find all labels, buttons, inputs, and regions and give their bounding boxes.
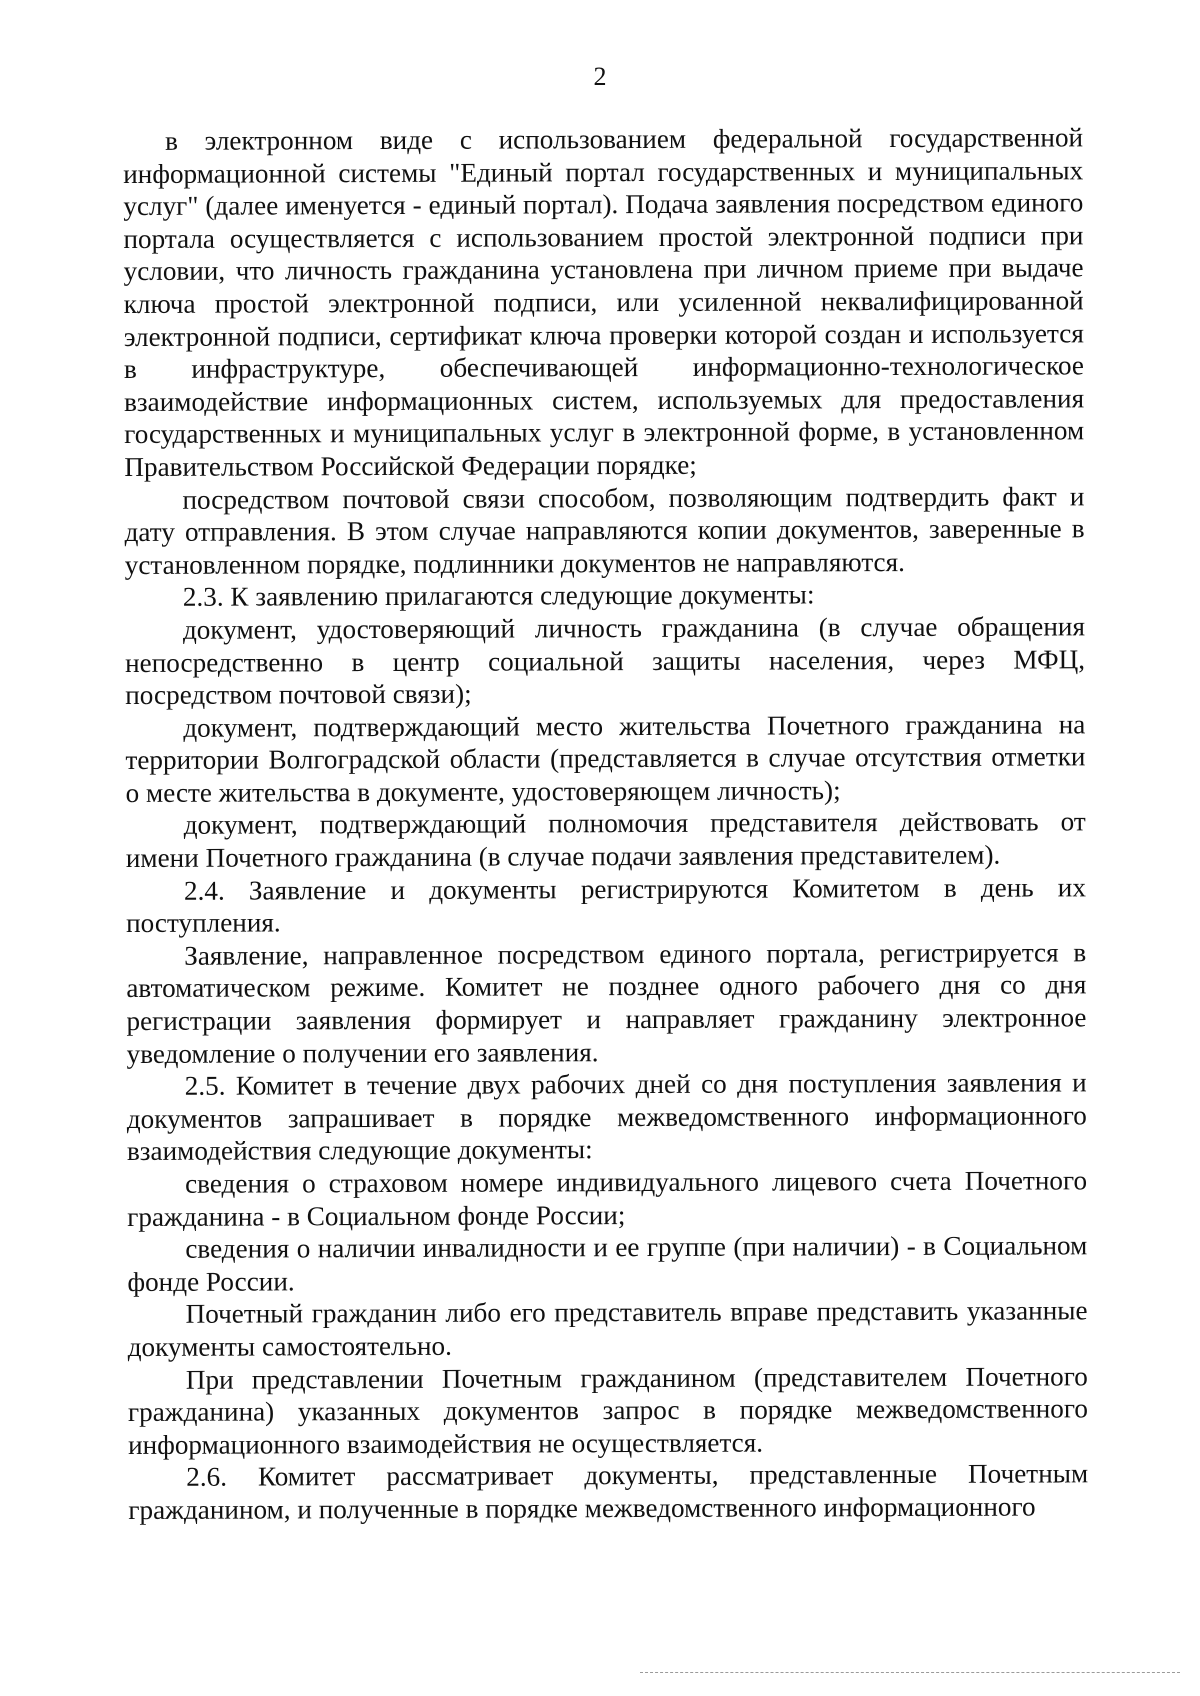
body-text	[123, 121, 1088, 1526]
list-item-insurance-number: сведения о страховом номере индивидуального лицевого счета Почетного гражданина - в Социальном фонде России;	[127, 1165, 1088, 1232]
page-number: 2	[593, 62, 607, 91]
list-item-authority-document: документ, подтверждающий полномочия представителя действовать от имени Почетного гражданина (в случае подачи заявления представителем).	[125, 806, 1086, 874]
paragraph-postal-submission: посредством почтовой связи способом, позволяющим подтвердить факт и дату отправления. В этом случае направляются копии документов, заверенные в установленном порядке, подлинники документов не направляются.	[124, 480, 1085, 580]
list-item-residence-document: документ, подтверждающий место жительства Почетного гражданина на территории Волгоградской области (представляется в случае отсутствия отметки о месте жительства в документе, удостоверяющем личность);	[125, 708, 1086, 808]
list-item-disability: сведения о наличии инвалидности и ее группе (при наличии) - в Социальном фонде России.	[127, 1230, 1088, 1297]
list-item-identity-document: документ, удостоверяющий личность гражданина (в случае обращения непосредственно в центр социальной защиты населения, через МФЦ, посредством почтовой связи);	[125, 611, 1086, 711]
clause-2-6: 2.6. Комитет рассматривает документы, представленные Почетным гражданином, и полученные в порядке межведомственного информационного	[128, 1458, 1089, 1525]
paragraph-no-request: При представлении Почетным гражданином (представителем Почетного гражданина) указанных документов запрос в порядке межведомственного информационного взаимодействия не осуществляется.	[127, 1360, 1088, 1460]
clause-2-4: 2.4. Заявление и документы регистрируются Комитетом в день их поступления.	[126, 871, 1086, 939]
clause-2-5: 2.5. Комитет в течение двух рабочих дней со дня поступления заявления и документов запрашивает в порядке межведомственного информационного взаимодействия следующие документы:	[126, 1067, 1087, 1167]
bottom-rule	[640, 1672, 1180, 1673]
paragraph-self-submission: Почетный гражданин либо его представитель вправе представить указанные документы самостоятельно.	[127, 1295, 1088, 1362]
clause-2-3-heading: 2.3. К заявлению прилагаются следующие документы:	[182, 579, 815, 613]
paragraph-portal-registration: Заявление, направленное посредством единого портала, регистрируется в автоматическом режиме. Комитет не позднее одного рабочего дня со дня регистрации заявления формирует и направляет гражданину электронное уведомление о получении его заявления.	[126, 937, 1087, 1069]
paragraph-electronic-submission: в электронном виде с использованием федеральной государственной информационной системы "Единый портал государственных и муниципальных услуг" (далее именуется - единый портал). Подача заявления посредством единого портала осуществляется с использованием простой электронной подписи при условии, что личность гражданина установлена при личном приеме при выдаче ключа простой электронной подписи, или усиленной неквалифицированной электронной подписи, сертификат ключа проверки которой создан и используется в инфраструктуре, обеспечивающей информационно-технологическое взаимодействие информационных систем, используемых для предоставления государственных и муниципальных услуг в электронной форме, в установленном Правительством Российской Федерации порядке;	[123, 122, 1085, 482]
